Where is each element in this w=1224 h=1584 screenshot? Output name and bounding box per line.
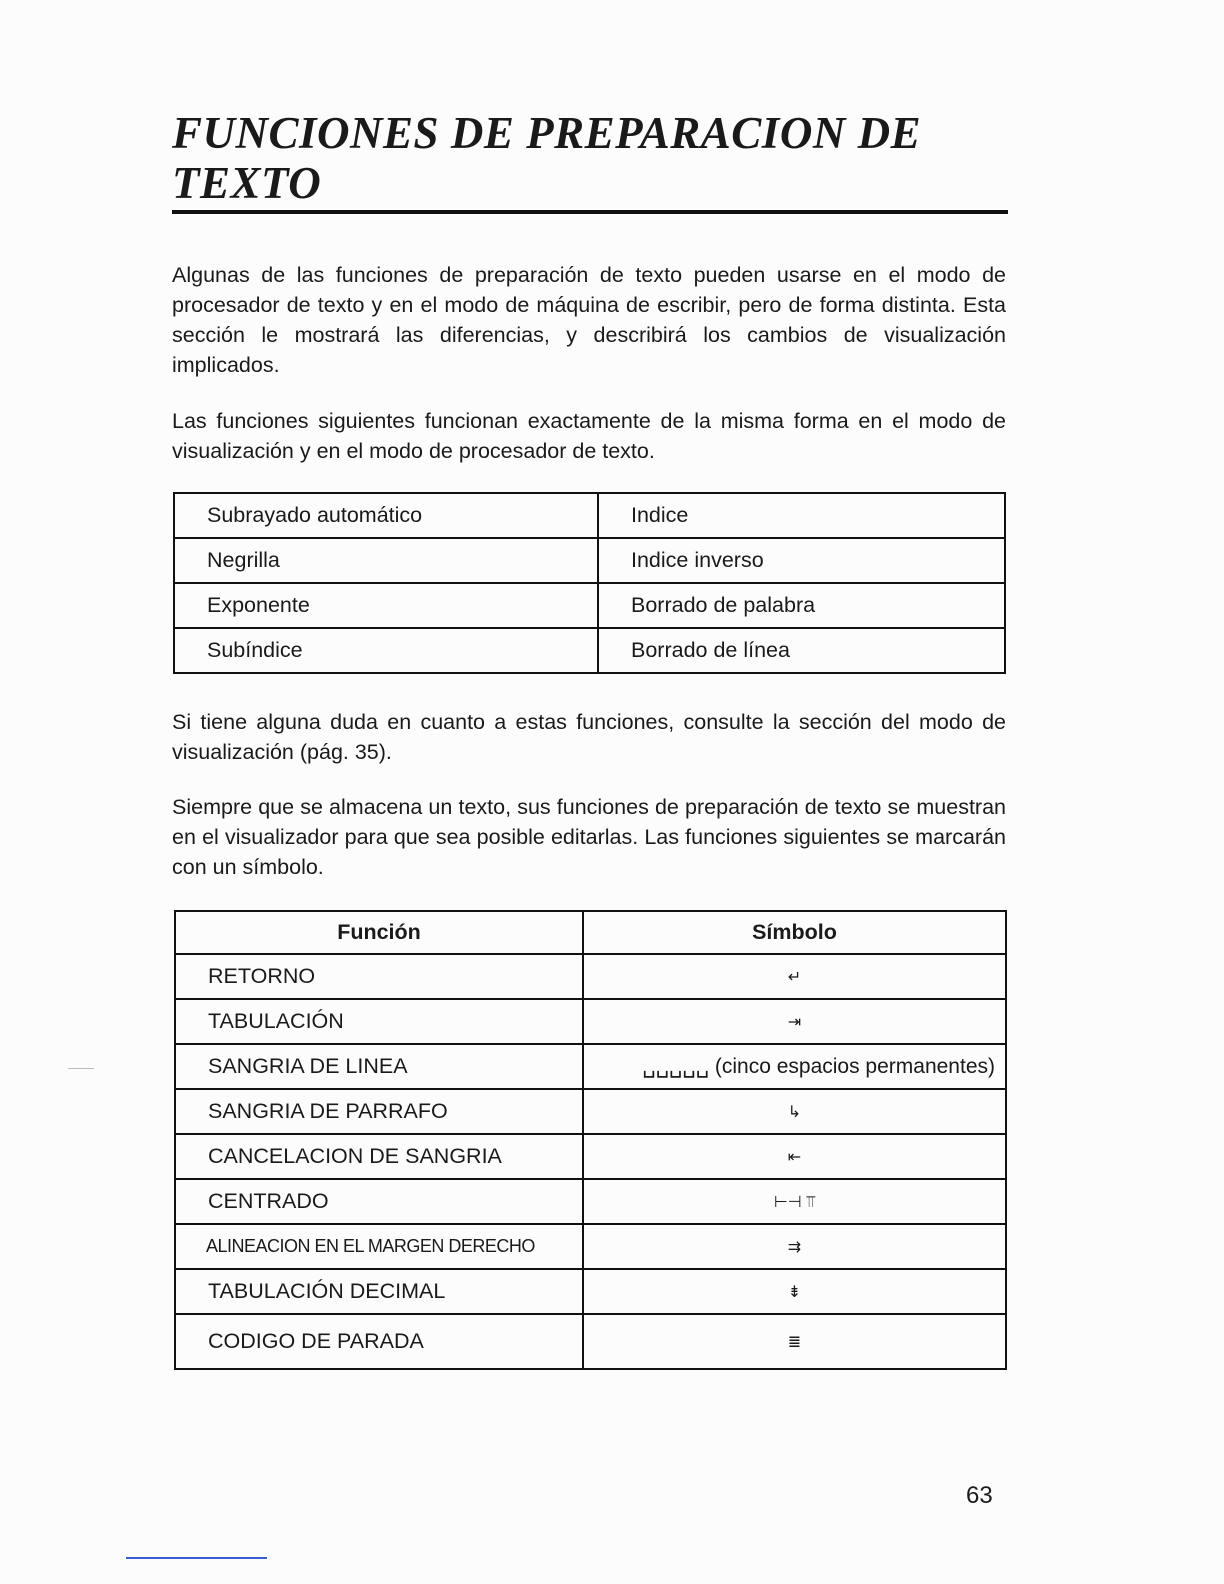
table-row (175, 1044, 1006, 1089)
function-cell: TABULACIÓN (175, 999, 583, 1044)
scan-mark (68, 1068, 94, 1069)
center-symbol-icon: ⊢⊣ ⫪ (583, 1179, 1006, 1224)
function-cell: RETORNO (175, 954, 583, 999)
function-cell: CENTRADO (175, 1179, 583, 1224)
tab-symbol-icon: ⇥ (583, 999, 1006, 1044)
intro-paragraph: Algunas de las funciones de preparación de texto pueden usarse en el modo de procesador de texto y en el modo de máquina de escribir, pero de forma distinta. Esta sección le mostrará las diferencias, y describirá los cambios de visualización implicados. (172, 263, 1006, 377)
table-cell: Indice (598, 493, 1005, 538)
table-cell: Subrayado automático (174, 493, 598, 538)
line-indent-symbol: ␣␣␣␣␣ (cinco espacios permanentes) (583, 1044, 1006, 1089)
reference-paragraph: Si tiene alguna duda en cuanto a estas funciones, consulte la sección del modo de visualización (pág. 35). (172, 710, 1006, 764)
table-row (175, 1179, 1006, 1224)
table-row (174, 538, 1005, 583)
table-row (174, 583, 1005, 628)
table-row (175, 999, 1006, 1044)
table-cell: Borrado de línea (598, 628, 1005, 673)
function-cell: CODIGO DE PARADA (175, 1314, 583, 1369)
function-cell: ALINEACION EN EL MARGEN DERECHO (175, 1224, 583, 1269)
return-symbol-icon: ↵ (583, 954, 1006, 999)
table-row (175, 1089, 1006, 1134)
right-align-symbol-icon: ⇉ (583, 1224, 1006, 1269)
symbols-table (174, 910, 1007, 1370)
symbols-paragraph: Siempre que se almacena un texto, sus funciones de preparación de texto se muestran en el visualizador para que sea posible editarlas. Las funciones siguientes se marcarán con un símbolo. (172, 795, 1006, 879)
table-header-row (175, 911, 1006, 954)
paragraph-indent-symbol-icon: ↳ (583, 1089, 1006, 1134)
functions-table (173, 492, 1006, 674)
function-cell: CANCELACION DE SANGRIA (175, 1134, 583, 1179)
table-cell: Negrilla (174, 538, 598, 583)
decimal-tab-symbol-icon: ⇟ (583, 1269, 1006, 1314)
function-cell: TABULACIÓN DECIMAL (175, 1269, 583, 1314)
page-number: 63 (966, 1482, 993, 1509)
same-functions-paragraph: Las funciones siguientes funcionan exactamente de la misma forma en el modo de visualización y en el modo de procesador de texto. (172, 409, 1006, 463)
table-row (175, 1314, 1006, 1369)
table-row (175, 1269, 1006, 1314)
table-cell: Exponente (174, 583, 598, 628)
table-row (175, 954, 1006, 999)
title-underline (172, 210, 1008, 214)
header-symbol: Símbolo (583, 911, 1006, 954)
function-cell: SANGRIA DE PARRAFO (175, 1089, 583, 1134)
table-row (174, 493, 1005, 538)
indent-cancel-symbol-icon: ⇤ (583, 1134, 1006, 1179)
table-row (175, 1134, 1006, 1179)
page-title: FUNCIONES DE PREPARACION DE TEXTO (172, 108, 922, 208)
table-cell: Subíndice (174, 628, 598, 673)
table-row (175, 1224, 1006, 1269)
table-row (174, 628, 1005, 673)
table-cell: Indice inverso (598, 538, 1005, 583)
scan-edge-line (126, 1557, 267, 1559)
header-function: Función (175, 911, 583, 954)
table-cell: Borrado de palabra (598, 583, 1005, 628)
function-cell: SANGRIA DE LINEA (175, 1044, 583, 1089)
stop-code-symbol-icon: ≣ (583, 1314, 1006, 1369)
